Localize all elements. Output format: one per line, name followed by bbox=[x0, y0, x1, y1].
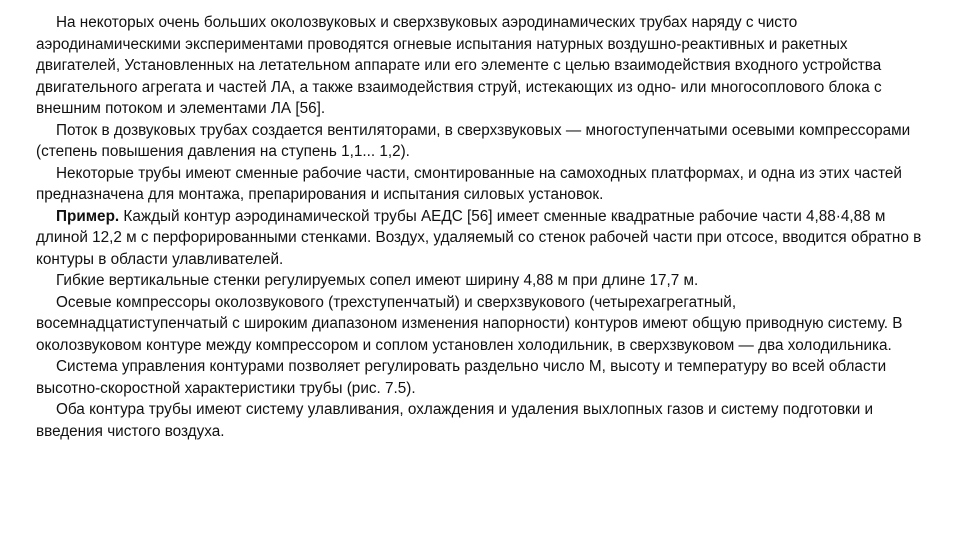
paragraph-8 bbox=[36, 399, 924, 442]
paragraph-1 bbox=[36, 12, 924, 120]
paragraph-text: Система управления контурами позволяет регулировать раздельно число М, высоту и температуру во всей области высотно-скоростной характеристики трубы (рис. 7.5). bbox=[36, 358, 887, 397]
paragraph-text: Поток в дозвуковых трубах создается вентиляторами, в сверхзвуковых — многоступенчатыми осевыми компрессорами (степень повышения давления на ступень 1,1... 1,2). bbox=[36, 121, 911, 160]
paragraph-text: Оба контура трубы имеют систему улавливания, охлаждения и удаления выхлопных газов и систему подготовки и введения чистого воздуха. bbox=[36, 401, 874, 440]
paragraph-7 bbox=[36, 356, 924, 399]
paragraph-2 bbox=[36, 120, 924, 163]
paragraph-5 bbox=[36, 270, 924, 292]
paragraph-text: На некоторых очень больших околозвуковых и сверхзвуковых аэродинамических трубах наряду с чисто аэродинамическими экспериментами проводятся огневые испытания натурных воздушно-реактивных и ракетных двигателей, Установленных на летательном аппарате или его элементе с целью взаимодействия входного устройства двигательного агрегата и частей ЛА, а также взаимодействия струй, истекающих из одно- или многосоплового блока с внешним потоком и элементами ЛА [56]. bbox=[36, 14, 882, 117]
example-label: Пример. bbox=[56, 207, 120, 225]
paragraph-text: Осевые компрессоры околозвукового (трехступенчатый) и сверхзвукового (четырехагрегатный, восемнадцатиступенчатый с широким диапазоном изменения напорности) контуров имеют общую приводную систему. В околозвуковом контуре между компрессором и соплом установлен холодильник, в сверхзвуковом — два холодильника. bbox=[36, 293, 903, 354]
paragraph-6 bbox=[36, 292, 924, 357]
paragraph-text: Некоторые трубы имеют сменные рабочие части, смонтированные на самоходных платформах, и одна из этих частей предназначена для монтажа, препарирования и испытания силовых установок. bbox=[36, 164, 902, 203]
paragraph-3 bbox=[36, 163, 924, 206]
paragraph-text: Каждый контур аэродинамической трубы АЕДС [56] имеет сменные квадратные рабочие части 4,88·4,88 м длиной 12,2 м с перфорированными стенками. Воздух, удаляемый со стенок рабочей части при отсосе, вводится обратно в контуры в области улавливателей. bbox=[36, 207, 922, 268]
paragraph-text: Гибкие вертикальные стенки регулируемых сопел имеют ширину 4,88 м при длине 17,7 м. bbox=[56, 272, 699, 289]
paragraph-4 bbox=[36, 206, 924, 271]
document-body bbox=[36, 12, 924, 442]
